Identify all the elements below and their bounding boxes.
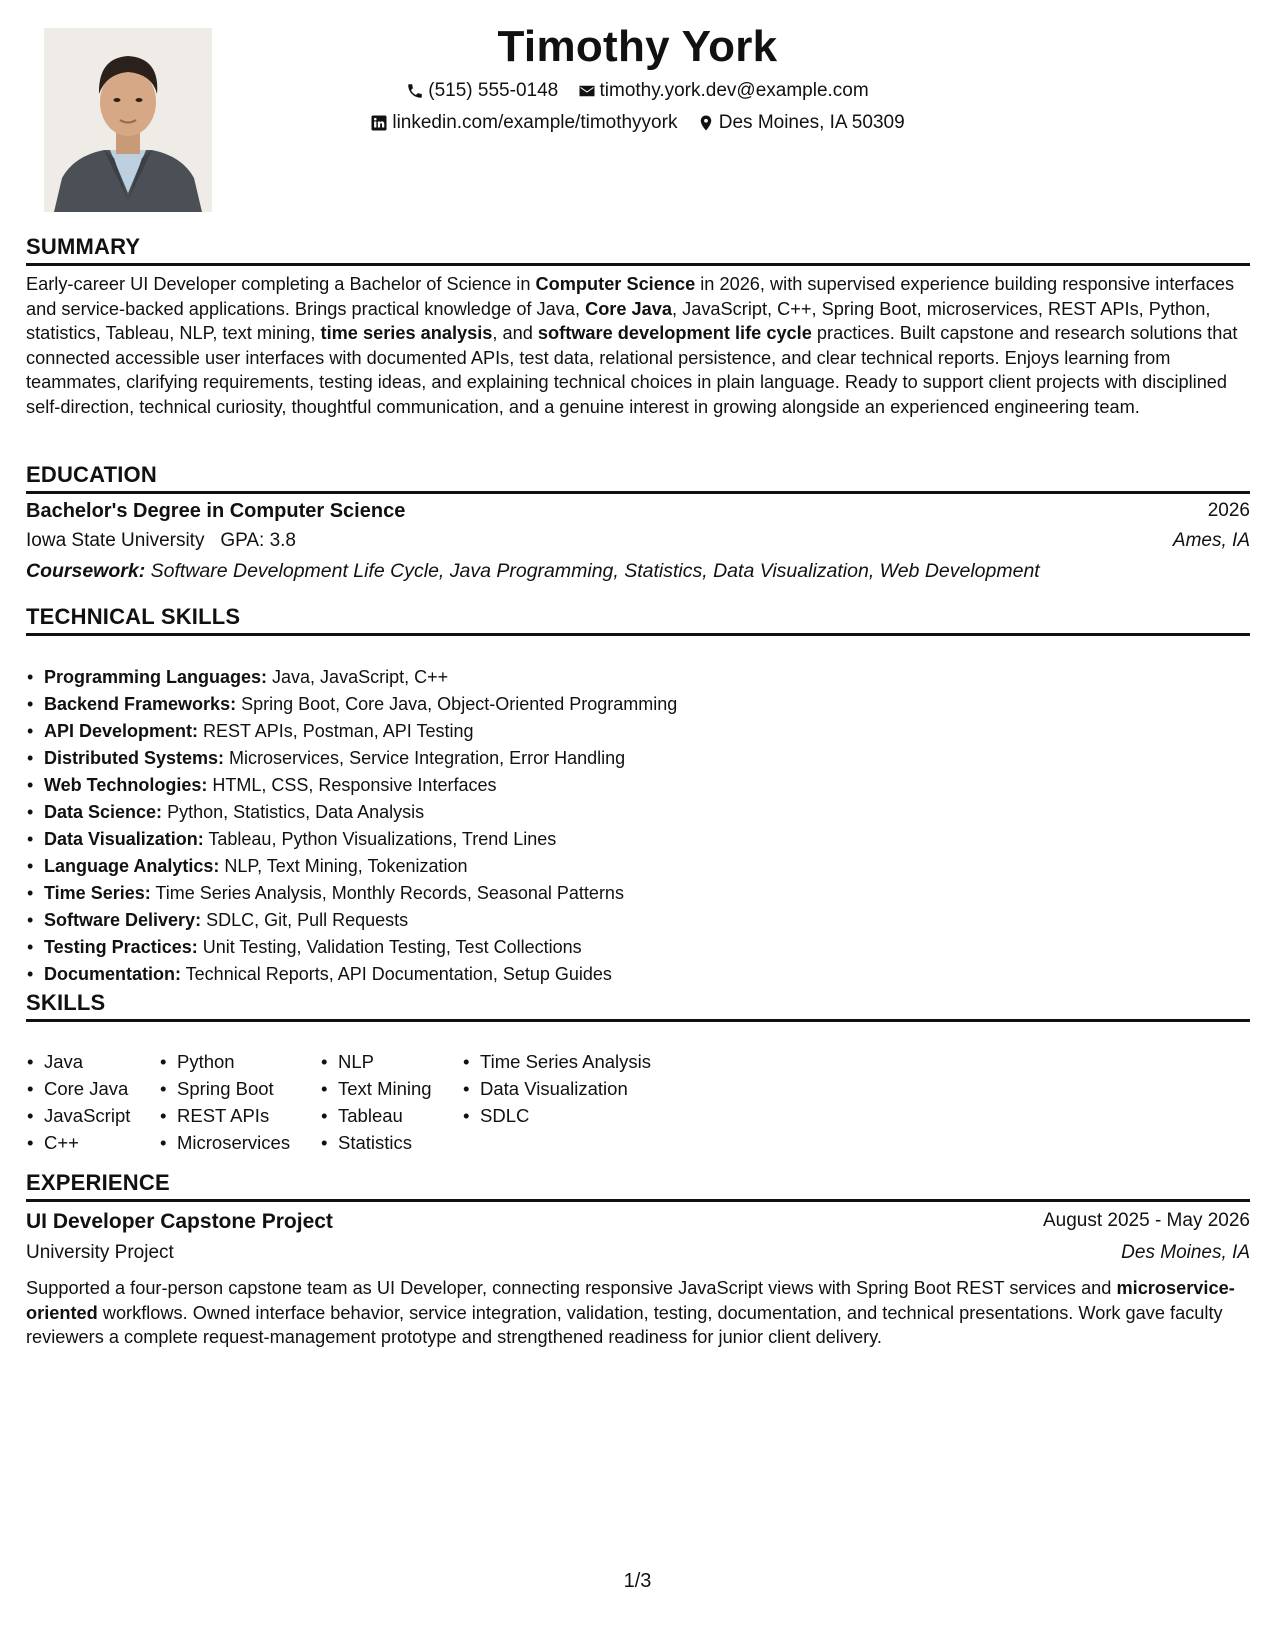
skill-values: Python, Statistics, Data Analysis [162, 802, 425, 822]
summary-text [26, 272, 1250, 420]
skills-column [177, 1048, 338, 1156]
role-location: Des Moines, IA [1121, 1242, 1250, 1263]
skill-category: Testing Practices: [44, 937, 198, 957]
skills-column [338, 1048, 480, 1156]
email-contact[interactable] [578, 80, 869, 102]
list-item: • Spring Boot [177, 1075, 338, 1102]
graduation-year: 2026 [1207, 500, 1250, 521]
list-item: • Java [44, 1048, 177, 1075]
contact-row-1 [0, 80, 1275, 106]
list-item [44, 880, 677, 907]
skill-values: Java, JavaScript, C++ [267, 667, 449, 687]
skill-values: Technical Reports, API Documentation, Setup Guides [181, 964, 612, 984]
summary-text-part: Early-career UI Developer completing a Bachelor of Science in [26, 274, 536, 294]
list-item [44, 772, 677, 799]
skill-category: Distributed Systems: [44, 748, 225, 768]
school-info [26, 530, 296, 552]
education-school-row [26, 530, 1250, 552]
summary-bold-keyword: Core Java [585, 298, 673, 319]
list-item: • C++ [44, 1129, 177, 1156]
summary-text-part: practices. Built capstone and research solutions that connected accessible user interfaces with documented APIs, test data, relational persistence, and clear technical reports. Enjoys learning from teammates, clarifying requirements, testing ideas, and explaining technical choices in plain language. Ready to support client projects with disciplined self-direction, technical curiosity, thoughtful communication, and a genuine interest in growing alongside an experienced engineering team. [26, 323, 1238, 417]
coursework-list: Software Development Life Cycle, Java Programming, Statistics, Data Visualization, Web Development [145, 560, 1040, 582]
location-text: Des Moines, IA 50309 [718, 112, 905, 133]
skill-category: Programming Languages: [44, 667, 268, 687]
list-item [44, 934, 677, 961]
phone-contact[interactable] [406, 80, 558, 102]
experience-heading: EXPERIENCE [26, 1170, 1250, 1202]
list-item: • Core Java [44, 1075, 177, 1102]
skill-category: API Development: [44, 721, 199, 741]
list-item: • Microservices [177, 1129, 338, 1156]
list-item: • Text Mining [338, 1075, 480, 1102]
linkedin-contact[interactable] [370, 112, 677, 134]
list-item [44, 799, 677, 826]
technical-skills-heading: TECHNICAL SKILLS [26, 604, 1250, 636]
list-item: • Python [177, 1048, 338, 1075]
list-item [44, 907, 677, 934]
technical-skills-list [44, 664, 677, 988]
skill-category: Language Analytics: [44, 856, 220, 876]
role-title: UI Developer Capstone Project [26, 1210, 333, 1233]
contact-row-2 [0, 112, 1275, 138]
experience-org-row [26, 1242, 1250, 1264]
organization: University Project [26, 1242, 174, 1263]
gpa: GPA: 3.8 [220, 530, 296, 551]
list-item: • Statistics [338, 1129, 480, 1156]
skill-values: NLP, Text Mining, Tokenization [219, 856, 468, 876]
list-item [44, 691, 677, 718]
skills-column [480, 1048, 700, 1156]
experience-role-row [26, 1210, 1250, 1234]
skill-category: Data Science: [44, 802, 163, 822]
skill-values: Microservices, Service Integration, Error Handling [224, 748, 626, 768]
skills-grid [44, 1048, 700, 1156]
description-part: Supported a four-person capstone team as UI Developer, connecting responsive JavaScript views with Spring Boot REST services and [26, 1278, 1117, 1298]
skill-values: Tableau, Python Visualizations, Trend Lines [203, 829, 557, 849]
phone-icon [406, 82, 424, 100]
skill-category: Documentation: [44, 964, 181, 984]
skill-values: Time Series Analysis, Monthly Records, Seasonal Patterns [150, 883, 624, 903]
phone-text: (515) 555-0148 [428, 80, 559, 101]
envelope-icon [578, 82, 596, 100]
list-item [44, 664, 677, 691]
list-item: • SDLC [480, 1102, 700, 1129]
list-item [44, 961, 677, 988]
skills-heading: SKILLS [26, 990, 1250, 1022]
summary-text-part: in 2026, with supervised experience building responsive interfaces and service-backed applications. Brings practical knowledge of Java, [26, 274, 1235, 319]
list-item [44, 745, 677, 772]
list-item: • NLP [338, 1048, 480, 1075]
skill-category: Time Series: [44, 883, 151, 903]
summary-text-part: , and [492, 323, 538, 344]
linkedin-icon [370, 114, 388, 132]
summary-bold-keyword: Computer Science [535, 274, 696, 294]
education-heading: EDUCATION [26, 462, 1250, 494]
coursework-label: Coursework: [26, 560, 146, 582]
school-name: Iowa State University [26, 530, 205, 551]
description-bold-keyword: microservice-oriented [26, 1278, 1235, 1323]
role-dates: August 2025 - May 2026 [1042, 1210, 1250, 1231]
school-location: Ames, IA [1172, 530, 1250, 551]
list-item [44, 826, 677, 853]
page-number: 1/3 [623, 1570, 652, 1592]
list-item: • Tableau [338, 1102, 480, 1129]
list-item [44, 718, 677, 745]
skill-category: Data Visualization: [44, 829, 204, 849]
list-item: • REST APIs [177, 1102, 338, 1129]
list-item: • JavaScript [44, 1102, 177, 1129]
list-item [44, 853, 677, 880]
summary-heading: SUMMARY [26, 234, 1250, 266]
description-part: workflows. Owned interface behavior, service integration, validation, testing, documentation, and technical presentations. Work gave faculty reviewers a complete request-management prototype and strengthened readiness for junior client delivery. [26, 1302, 1223, 1348]
experience-description [26, 1276, 1250, 1350]
skill-values: REST APIs, Postman, API Testing [198, 721, 474, 741]
summary-bold-keyword: time series analysis [320, 323, 493, 344]
list-item: • Time Series Analysis [480, 1048, 700, 1075]
skill-values: Unit Testing, Validation Testing, Test Collections [197, 937, 582, 957]
skill-category: Software Delivery: [44, 910, 202, 930]
location-contact [697, 112, 905, 134]
coursework [26, 560, 1250, 583]
candidate-name: Timothy York [497, 22, 778, 71]
linkedin-text: linkedin.com/example/timothyyork [392, 112, 678, 133]
summary-text-part: , JavaScript, C++, Spring Boot, microservices, REST APIs, Python, statistics, Tableau, NLP, text mining, [26, 298, 1211, 344]
skill-values: SDLC, Git, Pull Requests [201, 910, 409, 930]
skill-values: Spring Boot, Core Java, Object-Oriented Programming [236, 694, 678, 714]
education-degree-row [26, 500, 1250, 523]
skill-category: Web Technologies: [44, 775, 208, 795]
list-item: • Data Visualization [480, 1075, 700, 1102]
degree-title: Bachelor's Degree in Computer Science [26, 500, 406, 522]
summary-bold-keyword: software development life cycle [537, 323, 812, 344]
skills-column [44, 1048, 177, 1156]
map-pin-icon [697, 114, 715, 132]
skill-values: HTML, CSS, Responsive Interfaces [207, 775, 497, 795]
email-text: timothy.york.dev@example.com [599, 80, 869, 101]
skill-category: Backend Frameworks: [44, 694, 237, 714]
